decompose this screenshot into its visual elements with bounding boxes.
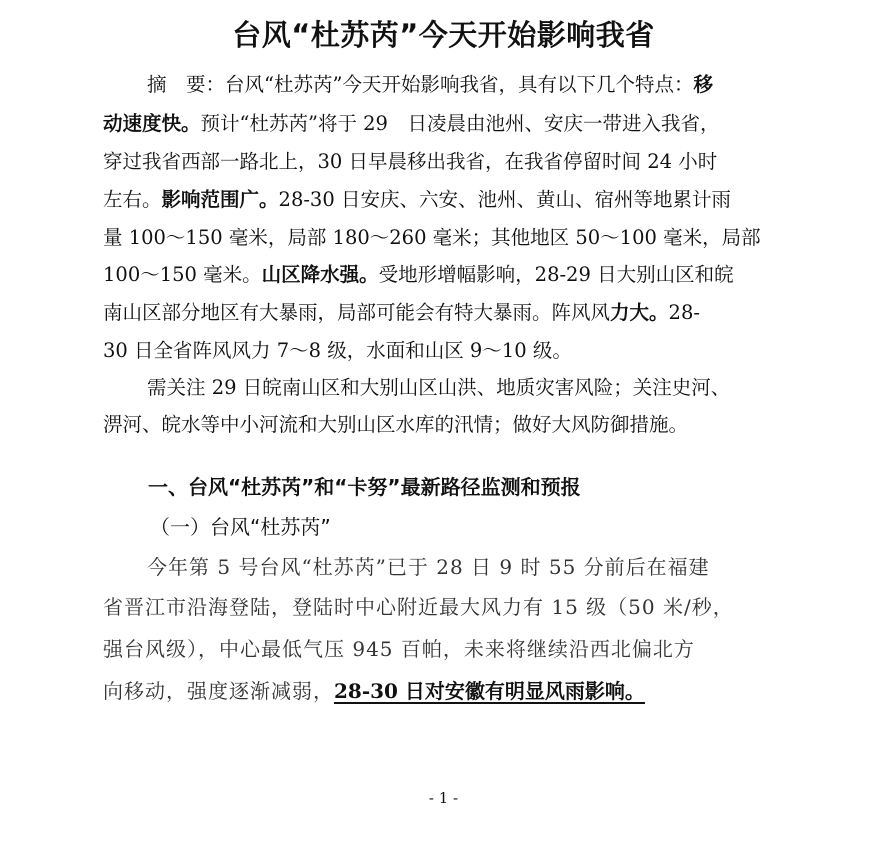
body-line: 强台风级），中心最低气压 945 百帕，未来将继续沿西北偏北方	[103, 637, 695, 661]
summary-line: 动速度快。预计“杜苏芮”将于 29 日凌晨由池州、安庆一带进入我省，	[103, 112, 720, 135]
body-line: 向移动，强度逐渐减弱，28-30 日对安徽有明显风雨影响。	[103, 679, 645, 703]
body-line: 省晋江市沿海登陆，登陆时中心附近最大风力有 15 级（50 米/秒，	[103, 595, 734, 619]
summary-line: 需关注 29 日皖南山区和大别山区山洪、地质灾害风险；关注史河、	[147, 376, 731, 399]
summary-line: 南山区部分地区有大暴雨，局部可能会有特大暴雨。阵风风力大。28-	[103, 301, 700, 324]
summary-line: 左右。影响范围广。28-30 日安庆、六安、池州、黄山、宿州等地累计雨	[103, 188, 731, 211]
subsection-heading: （一）台风“杜苏芮”	[150, 515, 331, 539]
underlined-emphasis: 28-30 日对安徽有明显风雨影响。	[334, 679, 645, 703]
summary-line: 摘 要：台风“杜苏芮”今天开始影响我省，具有以下几个特点：移	[147, 73, 713, 96]
summary-line: 穿过我省西部一路北上，30 日早晨移出我省，在我省停留时间 24 小时	[103, 150, 718, 173]
summary-line: 30 日全省阵风风力 7～8 级，水面和山区 9～10 级。	[103, 339, 572, 362]
page-number: - 1 -	[428, 789, 459, 807]
summary-line: 量 100～150 毫米，局部 180～260 毫米；其他地区 50～100 毫米，局部	[103, 226, 761, 249]
section-heading: 一、台风“杜苏芮”和“卡努”最新路径监测和预报	[148, 475, 581, 499]
summary-line: 100～150 毫米。山区降水强。受地形增幅影响，28-29 日大别山区和皖	[103, 263, 734, 286]
body-line: 今年第 5 号台风“杜苏芮”已于 28 日 9 时 55 分前后在福建	[147, 555, 710, 579]
summary-line: 淠河、皖水等中小河流和大别山区水库的汛情；做好大风防御措施。	[103, 413, 689, 436]
document-title: 台风“杜苏芮”今天开始影响我省	[232, 18, 655, 52]
